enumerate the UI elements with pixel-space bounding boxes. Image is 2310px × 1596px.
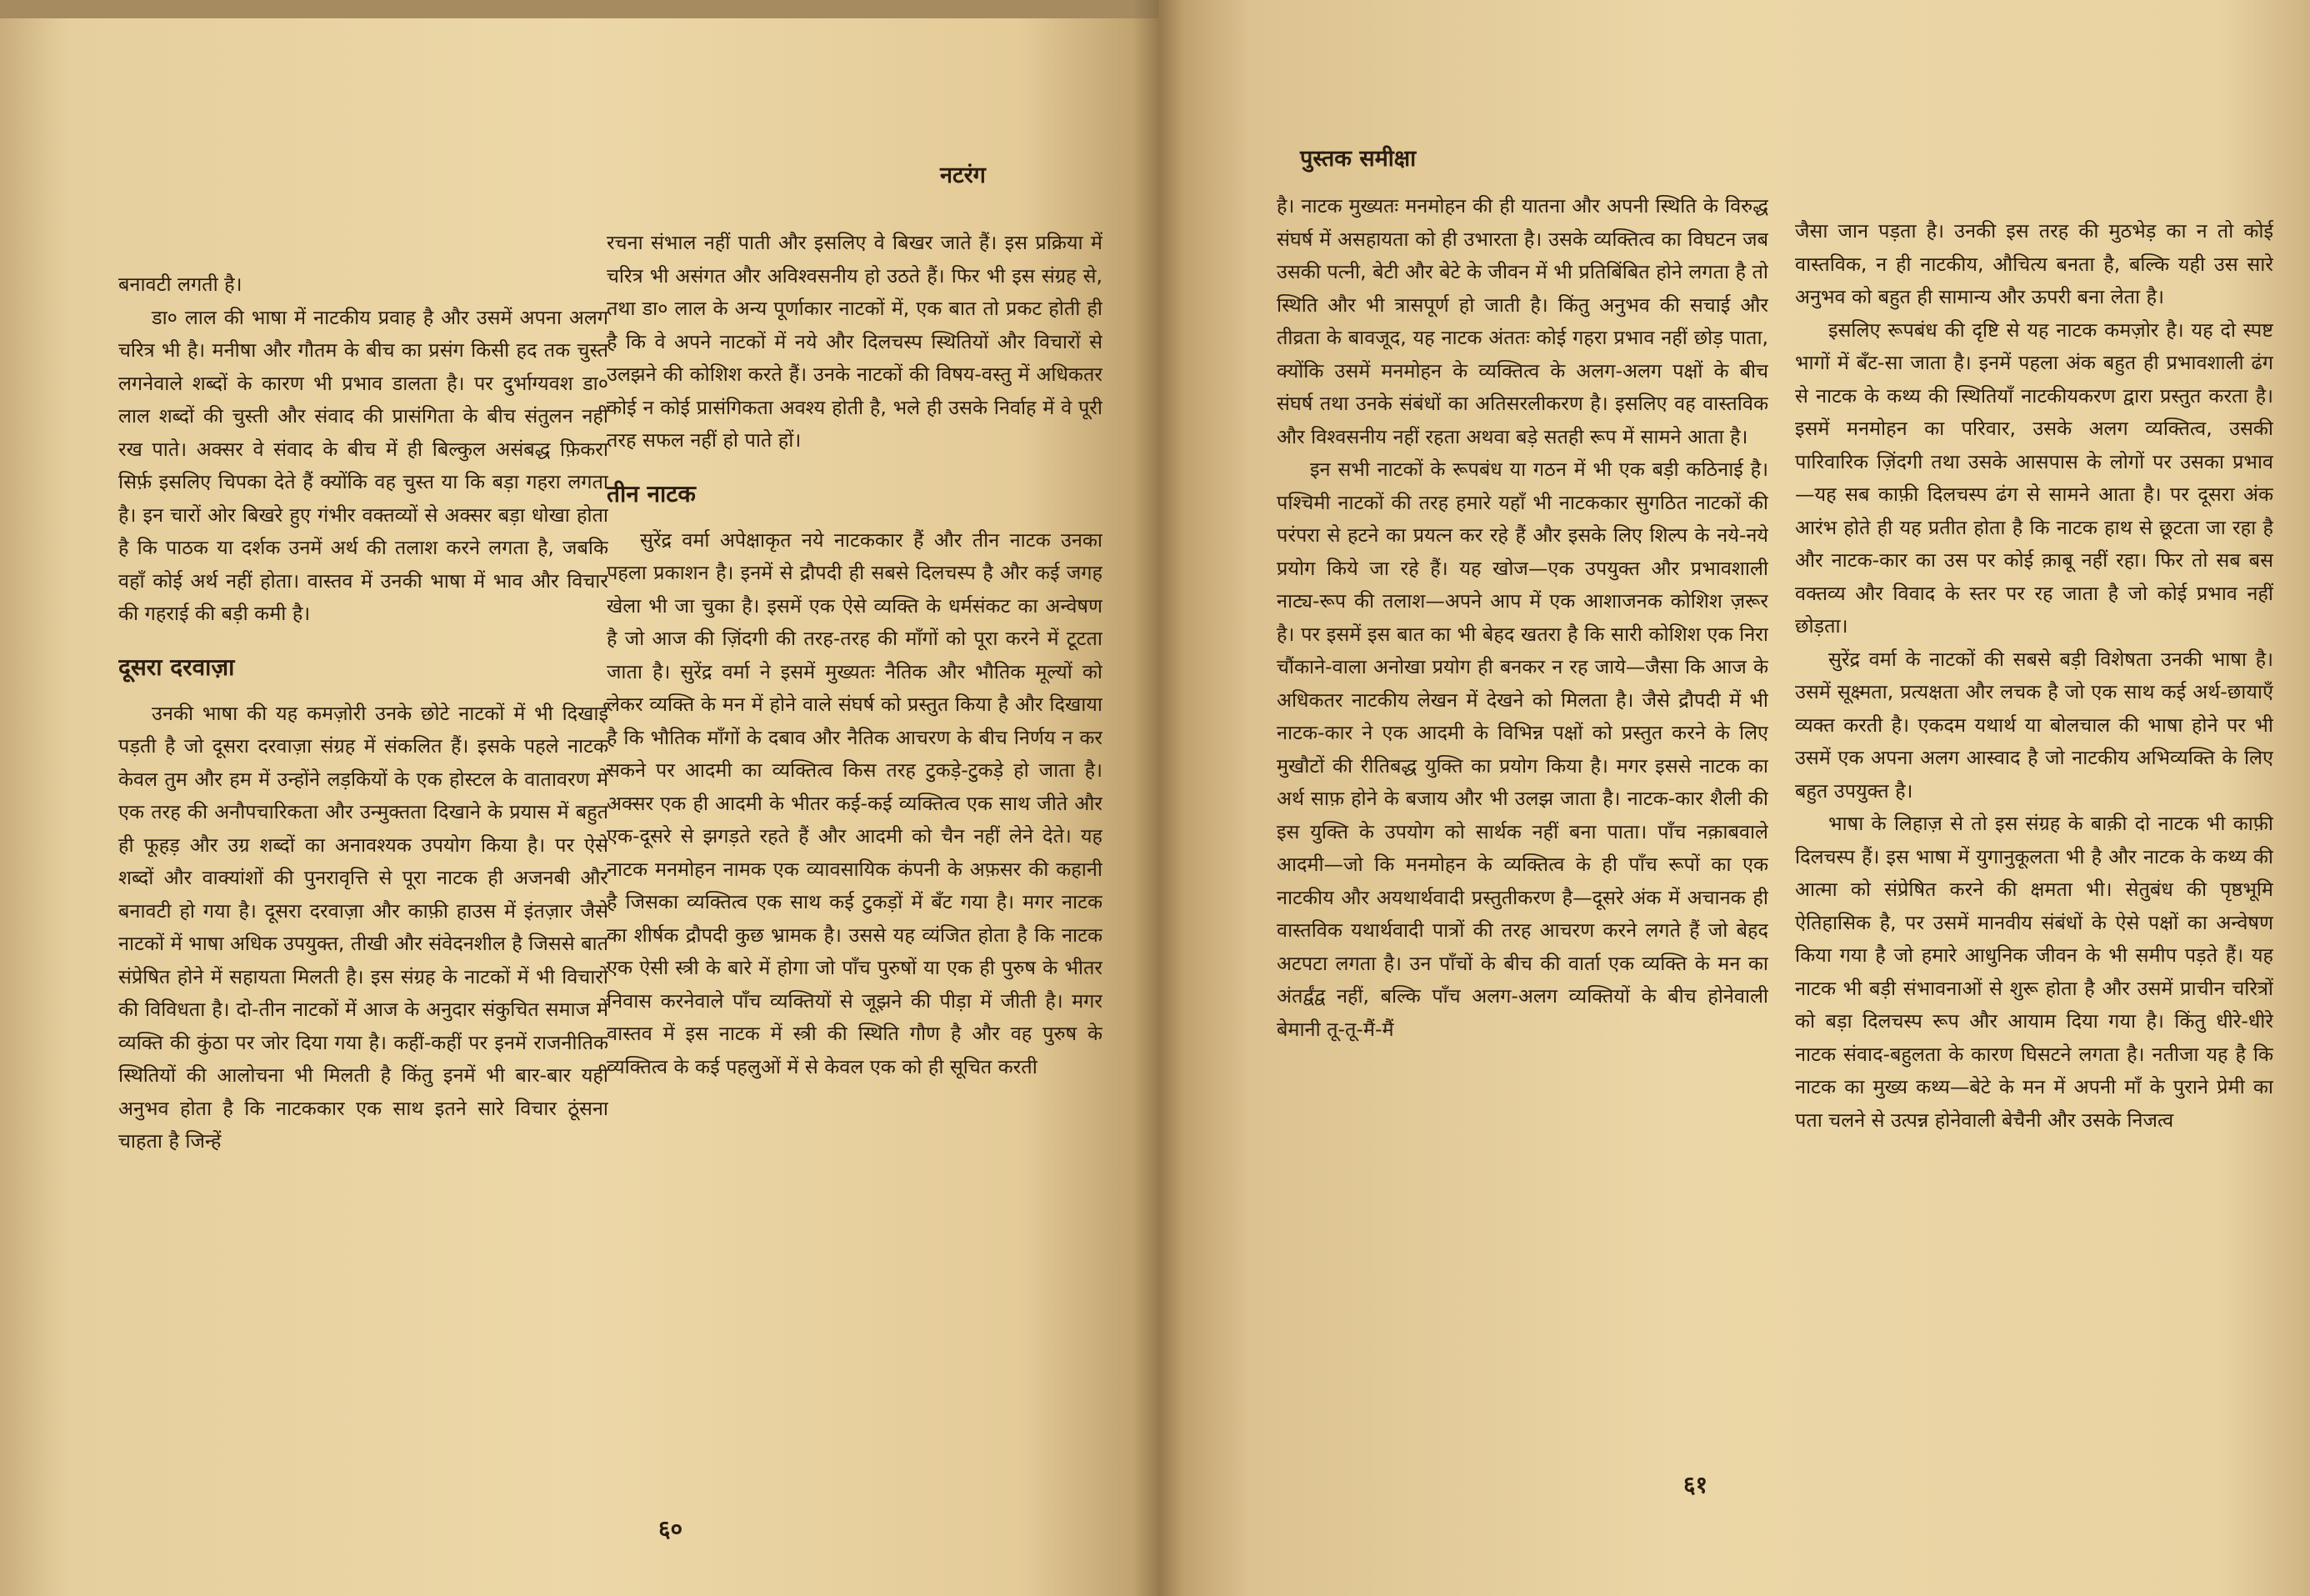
book-gutter: [1133, 0, 1183, 1596]
right-page-column-2: [1795, 215, 2273, 1469]
running-head-left: नटरंग: [940, 163, 986, 188]
paragraph: सुरेंद्र वर्मा अपेक्षाकृत नये नाटककार हैं और तीन नाटक उनका पहला प्रकाशन है। इनमें से द्रौपदी ही सबसे दिलचस्प है और कई जगह खेला भी जा चुका है। इसमें एक ऐसे व्यक्ति के धर्मसंकट का अन्वेषण है जो आज की ज़िंदगी की तरह-तरह की माँगों को पूरा करने में टूटता जाता है। सुरेंद्र वर्मा ने इसमें मुख्यतः नैतिक और भौतिक मूल्यों को लेकर व्यक्ति के मन में होने वाले संघर्ष को प्रस्तुत किया है और दिखाया है कि भौतिक माँगों के दबाव और नैतिक आचरण के बीच निर्णय न कर सकने पर आदमी का व्यक्तित्व किस तरह टुकड़े-टुकड़े हो जाता है। अक्सर एक ही आदमी के भीतर कई-कई व्यक्तित्व एक साथ जीते और एक-दूसरे से झगड़ते रहते हैं और आदमी को चैन नहीं लेने देते। यह नाटक मनमोहन नामक एक व्यावसायिक कंपनी के अफ़सर की कहानी है जिसका व्यक्तित्व एक साथ कई टुकड़ों में बँट गया है। मगर नाटक का शीर्षक द्रौपदी कुछ भ्रामक है। उससे यह व्यंजित होता है कि नाटक एक ऐसी स्त्री के बारे में होगा जो पाँच पुरुषों या एक ही पुरुष के भीतर निवास करनेवाले पाँच व्यक्तियों से जूझने की पीड़ा में जीती है। मगर वास्तव में इस नाटक में स्त्री की स्थिति गौण है और वह पुरुष के व्यक्तित्व के कई पहलुओं में से केवल एक को ही सूचित करती: [607, 528, 1102, 1078]
page-number-left: ६०: [658, 1515, 683, 1543]
paragraph: इसलिए रूपबंध की दृष्टि से यह नाटक कमज़ोर है। यह दो स्पष्ट भागों में बँट-सा जाता है। इनमें पहला अंक बहुत ही प्रभावशाली ढंग से नाटक के कथ्य की स्थितियाँ नाटकीयकरण द्वारा प्रस्तुत करता है। इसमें मनमोहन का परिवार, उसके अलग व्यक्तित्व, उसकी पारिवारिक ज़िंदगी तथा उसके आसपास के लोगों पर उसका प्रभाव—यह सब काफ़ी दिलचस्प ढंग से सामने आता है। पर दूसरा अंक आरंभ होते ही यह प्रतीत होता है कि नाटक हाथ से छूटता जा रहा है और नाटक-कार का उस पर कोई क़ाबू नहीं रहा। फिर तो सब बस वक्तव्य और विवाद के स्तर पर रह जाता है जो कोई प्रभाव नहीं छोड़ता।: [1795, 318, 2273, 638]
paragraph: भाषा के लिहाज़ से तो इस संग्रह के बाक़ी दो नाटक भी काफ़ी दिलचस्प हैं। इस भाषा में युगानुकूलता भी है और नाटक के कथ्य की आत्मा को संप्रेषित करने की क्षमता भी। सेतुबंध की पृष्ठभूमि ऐतिहासिक है, पर उसमें मानवीय संबंधों के ऐसे पक्षों का अन्वेषण किया गया है जो हमारे आधुनिक जीवन के भी समीप पड़ते हैं। यह नाटक भी बड़ी संभावनाओं से शुरू होता है और उसमें प्राचीन चरित्रों को बड़ा दिलचस्प रूप और आयाम दिया गया है। किंतु धीरे-धीरे नाटक संवाद-बहुलता के कारण घिसटने लगता है। नतीजा यह है कि नाटक का मुख्य कथ्य—बेटे के मन में अपनी माँ के पुराने प्रेमी का पता चलने से उत्पन्न होनेवाली बेचैनी और उसके निजत्व: [1795, 812, 2273, 1132]
section-heading: तीन नाटक: [607, 479, 696, 508]
paragraph: डा० लाल की भाषा में नाटकीय प्रवाह है और उसमें अपना अलग चरित्र भी है। मनीषा और गौतम के बीच का प्रसंग किसी हद तक चुस्त लगनेवाले शब्दों के कारण भी प्रभाव डालता है। पर दुर्भाग्यवश डा० लाल शब्दों की चुस्ती और संवाद की प्रासंगिता के बीच संतुलन नहीं रख पाते। अक्सर वे संवाद के बीच में ही बिल्कुल असंबद्ध फ़िकरा सिर्फ़ इसलिए चिपका देते हैं क्योंकि वह चुस्त या कि बड़ा गहरा लगता है। इन चारों ओर बिखरे हुए गंभीर वक्तव्यों से अक्सर बड़ा धोखा होता है कि पाठक या दर्शक उनमें अर्थ की तलाश करने लगता है, जबकि वहाँ कोई अर्थ नहीं होता। वास्तव में उनकी भाषा में भाव और विचार की गहराई की बड़ी कमी है।: [118, 305, 608, 625]
paragraph: सुरेंद्र वर्मा के नाटकों की सबसे बड़ी विशेषता उनकी भाषा है। उसमें सूक्ष्मता, प्रत्यक्षता और लचक है जो एक साथ कई अर्थ-छायाएँ व्यक्त करती है। एकदम यथार्थ या बोलचाल की भाषा होने पर भी उसमें एक अपना अलग आस्वाद है जो नाटकीय अभिव्यक्ति के लिए बहुत उपयुक्त है।: [1795, 647, 2273, 803]
paragraph: रचना संभाल नहीं पाती और इसलिए वे बिखर जाते हैं। इस प्रक्रिया में चरित्र भी असंगत और अविश्वसनीय हो उठते हैं। फिर भी इस संग्रह से, तथा डा० लाल के अन्य पूर्णाकार नाटकों में, एक बात तो प्रकट होती ही है कि वे अपने नाटकों में नये और दिलचस्प स्थितियों और विचारों से उलझने की कोशिश करते हैं। उनके नाटकों की विषय-वस्तु में अधिकतर कोई न कोई प्रासंगिकता अवश्य होती है, भले ही उसके निर्वाह में वे पूरी तरह सफल नहीं हो पाते हों।: [607, 231, 1102, 452]
section-heading: दूसरा दरवाज़ा: [118, 653, 235, 681]
page-number-right: ६१: [1683, 1471, 1708, 1498]
right-page: [1158, 0, 2310, 1596]
paragraph: बनावटी लगती है।: [118, 273, 242, 296]
paragraph: है। नाटक मुख्यतः मनमोहन की ही यातना और अपनी स्थिति के विरुद्ध संघर्ष में असहायता को ही उभारता है। उसके व्यक्तित्व का विघटन जब उसकी पत्नी, बेटी और बेटे के जीवन में भी प्रतिबिंबित होने लगता है तो स्थिति और भी त्रासपूर्ण हो जाती है। किंतु अनुभव की सचाई और तीव्रता के बावजूद, यह नाटक अंततः कोई गहरा प्रभाव नहीं छोड़ पाता, क्योंकि उसमें मनमोहन के व्यक्तित्व के अलग-अलग पक्षों के बीच संघर्ष तथा उनके संबंधों का अतिसरलीकरण है। इसलिए वह वास्तविक और विश्वसनीय नहीं रहता अथवा बड़े सतही रूप में सामने आता है।: [1277, 194, 1768, 448]
paragraph: जैसा जान पड़ता है। उनकी इस तरह की मुठभेड़ का न तो कोई वास्तविक, न ही नाटकीय, औचित्य बनता है, बल्कि यही उस सारे अनुभव को बहुत ही सामान्य और ऊपरी बना लेता है।: [1795, 219, 2273, 308]
left-page-column-1: [118, 268, 608, 1493]
paragraph: इन सभी नाटकों के रूपबंध या गठन में भी एक बड़ी कठिनाई है। पश्चिमी नाटकों की तरह हमारे यहाँ भी नाटककार सुगठित नाटकों की परंपरा से हटने का प्रयत्न कर रहे हैं और इसके लिए शिल्प के नये-नये प्रयोग किये जा रहे हैं। यह खोज—एक उपयुक्त और प्रभावशाली नाट्य-रूप की तलाश—अपने आप में एक आशाजनक कोशिश ज़रूर है। पर इसमें इस बात का भी बेहद खतरा है कि सारी कोशिश एक निरा चौंकाने-वाला अनोखा प्रयोग ही बनकर न रह जाये—जैसा कि आज के अधिकतर नाटकीय लेखन में देखने को मिलता है। जैसे द्रौपदी में भी नाटक-कार ने एक आदमी के विभिन्न पक्षों को प्रस्तुत करने के लिए मुखौटों की रीतिबद्ध युक्ति का प्रयोग किया है। मगर इससे नाटक का अर्थ साफ़ होने के बजाय और भी उलझ जाता है। नाटक-कार शैली की इस युक्ति के उपयोग को सार्थक नहीं बना पाता। पाँच नक़ाबवाले आदमी—जो कि मनमोहन के व्यक्तित्व के ही पाँच रूपों का एक नाटकीय और अयथार्थवादी प्रस्तुतीकरण है—दूसरे अंक में अचानक ही वास्तविक यथार्थवादी पात्रों की तरह आचरण करने लगते हैं जो बेहद अटपटा लगता है। उन पाँचों के बीच की वार्ता एक व्यक्ति के मन का अंतर्द्वंद्व नहीं, बल्कि पाँच अलग-अलग व्यक्तियों के बीच होनेवाली बेमानी तू-तू-मैं-मैं: [1277, 458, 1768, 1041]
right-page-column-1: [1277, 190, 1768, 1469]
running-head-right: पुस्तक समीक्षा: [1300, 146, 1417, 172]
paragraph: उनकी भाषा की यह कमज़ोरी उनके छोटे नाटकों में भी दिखाई पड़ती है जो दूसरा दरवाज़ा संग्रह में संकलित हैं। इसके पहले नाटक केवल तुम और हम में उन्होंने लड़कियों के एक होस्टल के वातावरण में एक तरह की अनौपचारिकता और उन्मुक्तता दिखाने के प्रयास में बहुत ही फूहड़ और उग्र शब्दों का अनावश्यक उपयोग किया है। पर ऐसे शब्दों और वाक्यांशों की पुनरावृत्ति से पूरा नाटक ही अजनबी और बनावटी हो गया है। दूसरा दरवाज़ा और काफ़ी हाउस में इंतज़ार जैसे नाटकों में भाषा अधिक उपयुक्त, तीखी और संवेदनशील है जिससे बात संप्रेषित होने में सहायता मिलती है। इस संग्रह के नाटकों में भी विचारों की विविधता है। दो-तीन नाटकों में आज के अनुदार संकुचित समाज में व्यक्ति की कुंठा पर जोर दिया गया है। कहीं-कहीं पर इनमें राजनीतिक स्थितियों की आलोचना भी मिलती है किंतु इनमें भी बार-बार यही अनुभव होता है कि नाटककार एक साथ इतने सारे विचार ठूंसना चाहता है जिन्हें: [118, 701, 608, 1153]
left-page-column-2: [607, 227, 1102, 1493]
